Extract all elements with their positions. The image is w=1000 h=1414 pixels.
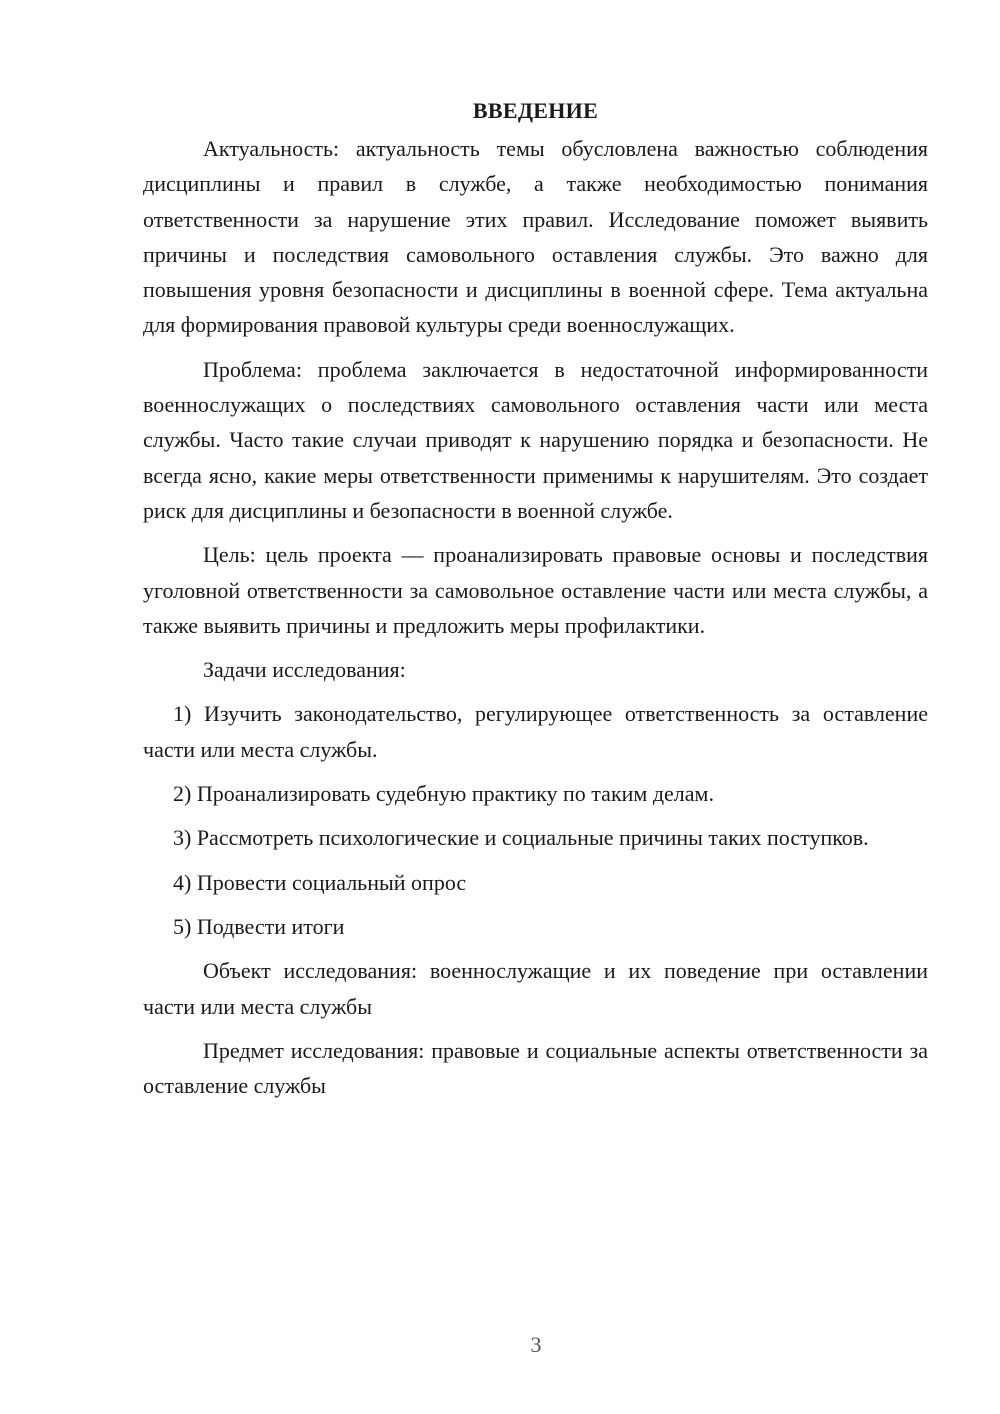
page-number: 3 [530,1332,542,1357]
paragraph-problem: Проблема: проблема заключается в недостаточной информированности военнослужащих о последствиях самовольного оставления части или места службы. Часто такие случаи приводят к нарушению порядка и безопасности. Не всегда ясно, какие меры ответственности применимы к нарушителям. Это создает риск для дисциплины и безопасности в военной службе. [143,356,928,523]
paragraph-subject: Предмет исследования: правовые и социальные аспекты ответственности за оставление службы [143,1037,928,1099]
task-item-2: 2) Проанализировать судебную практику по таким делам. [173,781,714,807]
tasks-heading: Задачи исследования: [203,657,406,683]
paragraph-object: Объект исследования: военнослужащие и их поведение при оставлении части или места службы [143,958,928,1019]
task-item-3: 3) Рассмотреть психологические и социальные причины таких поступков. [173,825,869,851]
paragraph-goal: Цель: цель проекта — проанализировать правовые основы и последствия уголовной ответственности за самовольное оставление части или места службы, а также выявить причины и предложить меры профилактики. [143,542,928,638]
task-item-5: 5) Подвести итоги [173,913,345,939]
task-item-1: 1) Изучить законодательство, регулирующее ответственность за оставление части или места службы. [143,701,928,762]
document-body [143,95,928,1103]
page-title: ВВЕДЕНИЕ [472,98,599,123]
paragraph-relevance: Актуальность: актуальность темы обусловлена важностью соблюдения дисциплины и правил в службе, а также необходимостью понимания ответственности за нарушение этих правил. Исследование поможет выявить причины и последствия самовольного оставления службы. Это важно для повышения уровня безопасности и дисциплины в военной сфере. Тема актуальна для формирования правовой культуры среди военнослужащих. [143,136,928,338]
task-item-4: 4) Провести социальный опрос [173,869,467,895]
